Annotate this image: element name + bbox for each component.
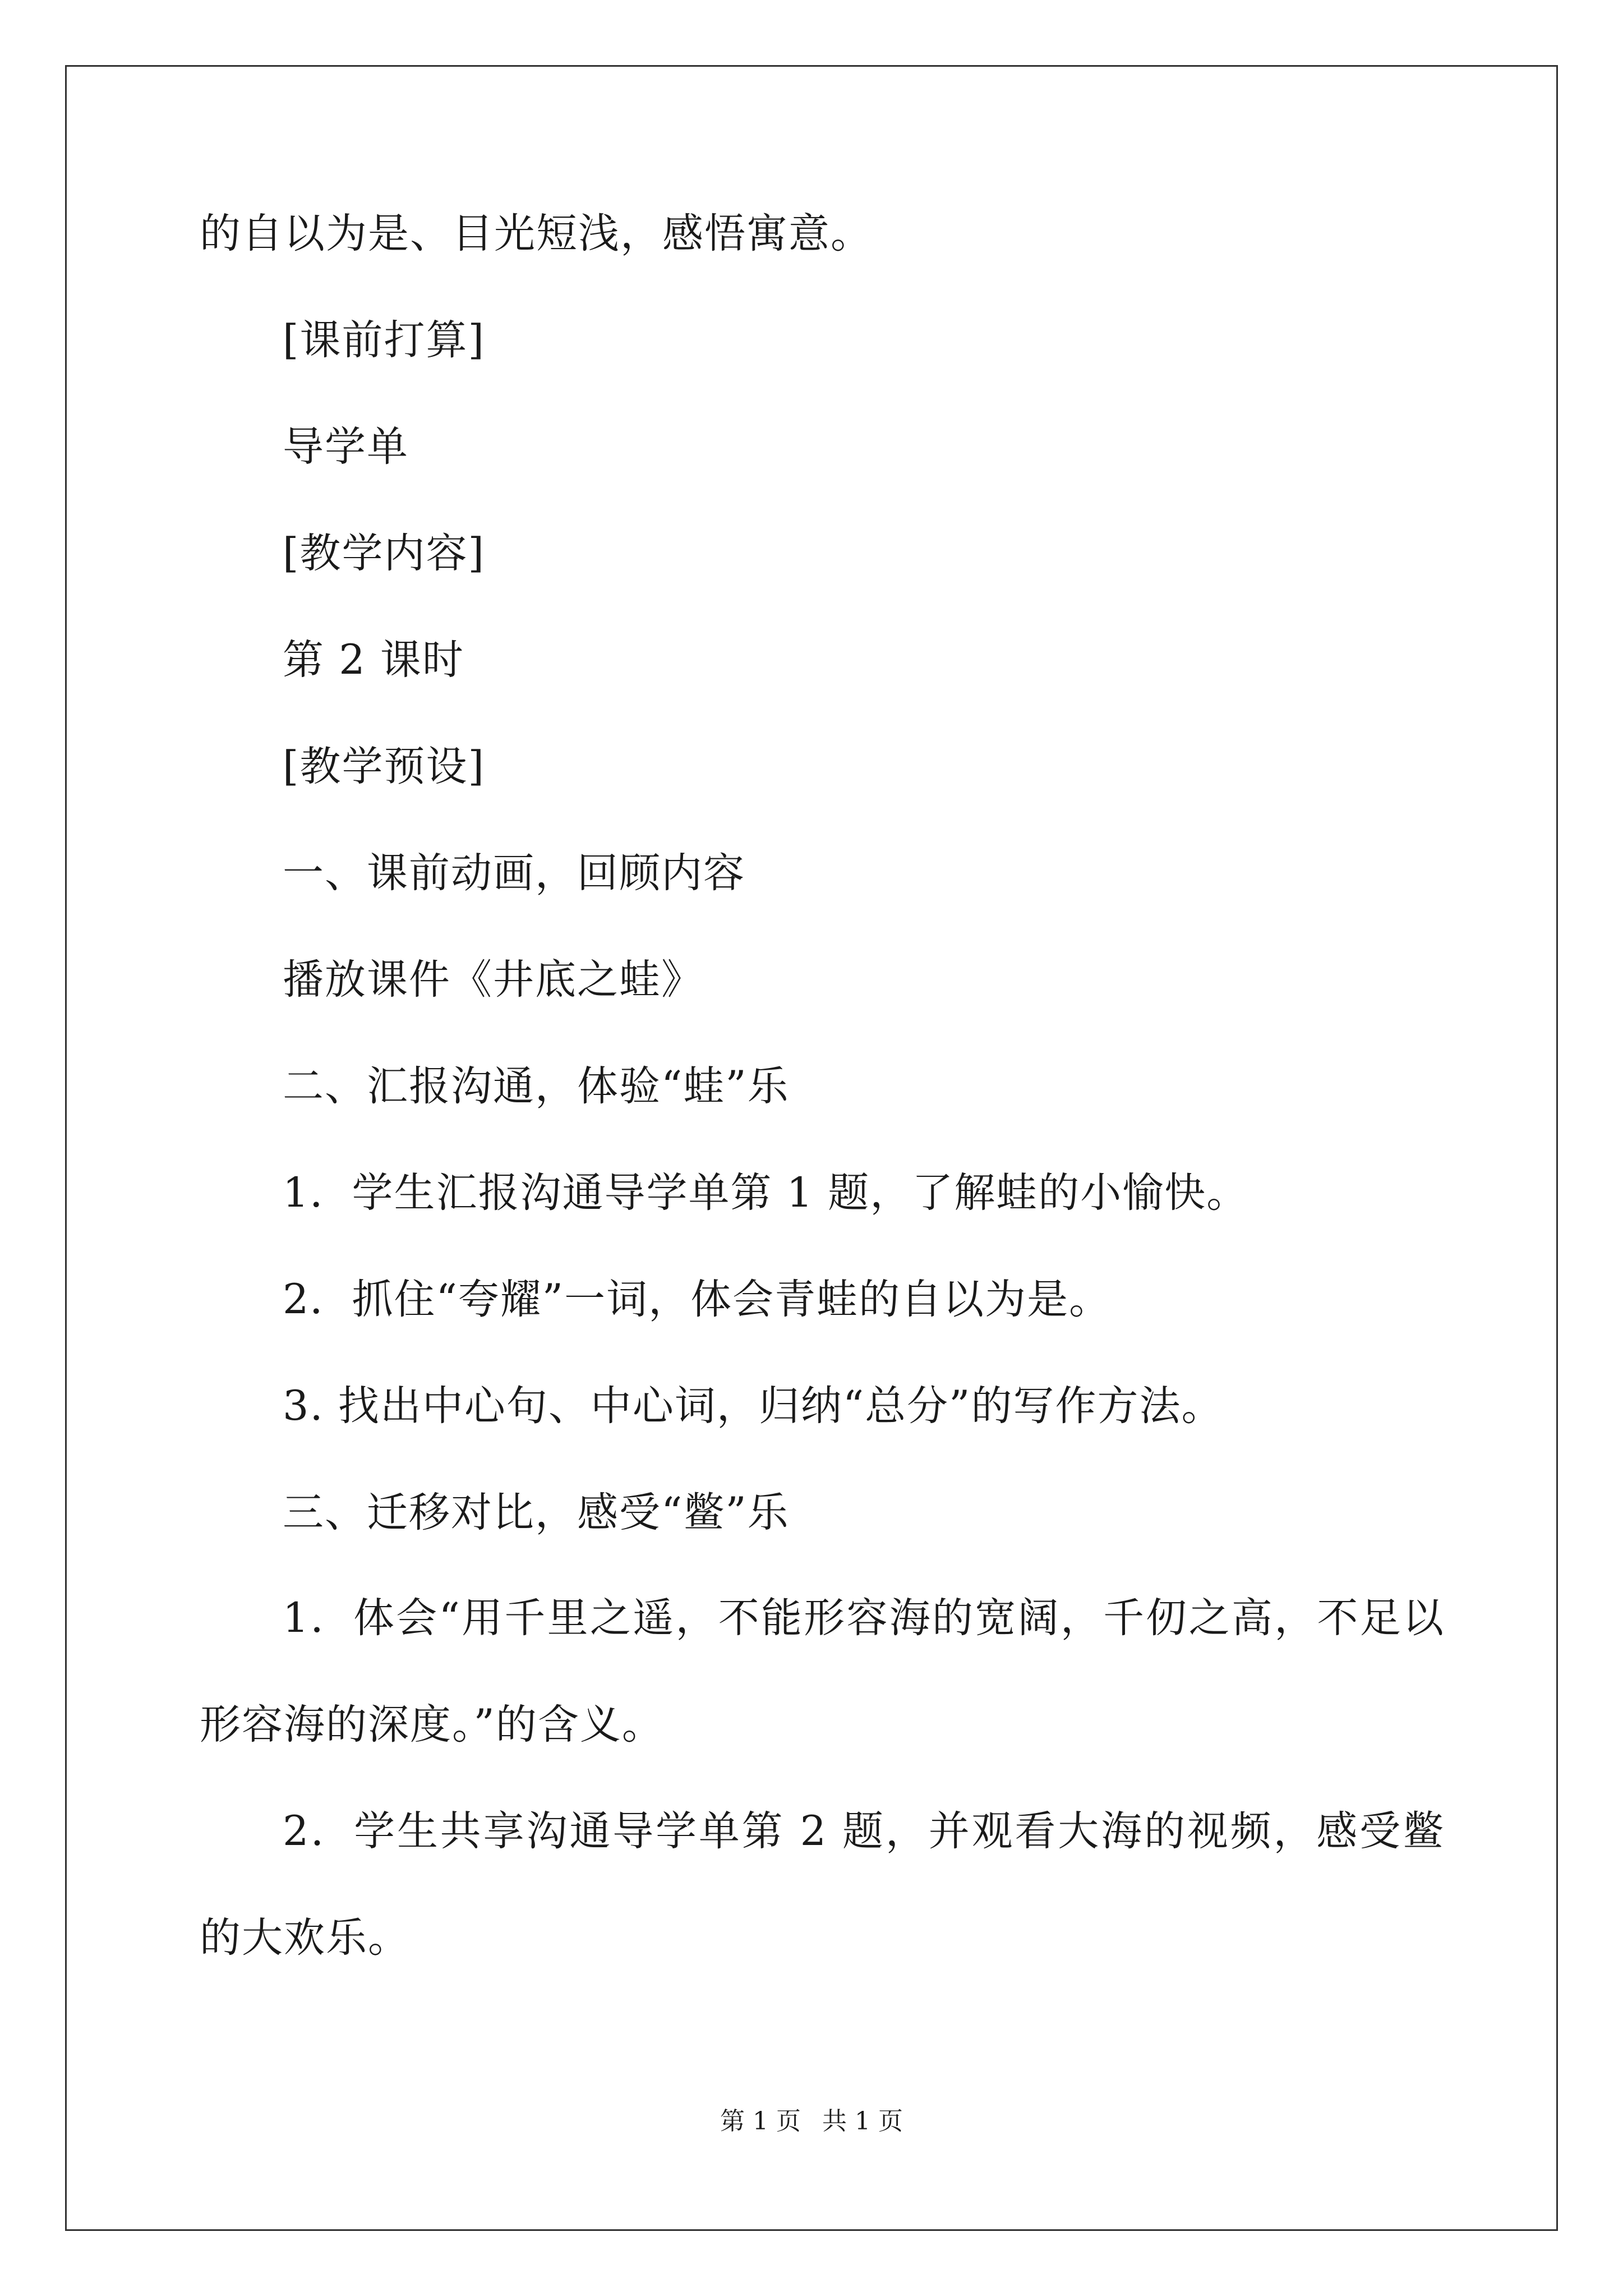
heading-teaching-plan: [教学预设] (283, 743, 485, 790)
paragraph-lesson-number: 第 2 课时 (283, 636, 464, 684)
list-item-4: 1．体会“用千里之遥，不能形容海的宽阔，千仞之高，不足以形容海的深度。”的含义。 (200, 1594, 1445, 1749)
page-current: 第 1 页 (720, 2107, 801, 2136)
list-item-2: 2．抓住“夸耀”一词，体会青蛙的自以为是。 (283, 1276, 1112, 1323)
list-item-3: 3. 找出中心句、中心词，归纳“总分”的写作方法。 (283, 1382, 1224, 1430)
section-heading-2: 二、汇报沟通，体验“蛙”乐 (283, 1062, 790, 1110)
list-item-5: 2．学生共享沟通导学单第 2 题，并观看大海的视频，感受鳖的大欢乐。 (200, 1807, 1445, 1962)
page-footer (0, 2109, 1623, 2134)
list-item-1: 1．学生汇报沟通导学单第 1 题，了解蛙的小愉快。 (283, 1169, 1249, 1217)
section-heading-3: 三、迁移对比，感受“鳖”乐 (283, 1489, 790, 1536)
paragraph-play-courseware: 播放课件《井底之蛙》 (283, 956, 703, 1004)
paragraph-1: 的自以为是、目光短浅，感悟寓意。 (200, 210, 873, 257)
heading-preparation: [课前打算] (283, 316, 485, 364)
heading-teaching-content: [教学内容] (283, 530, 485, 577)
paragraph-guide-sheet: 导学单 (283, 423, 409, 471)
section-heading-1: 一、课前动画，回顾内容 (283, 849, 745, 897)
page-total: 共 1 页 (822, 2107, 903, 2136)
